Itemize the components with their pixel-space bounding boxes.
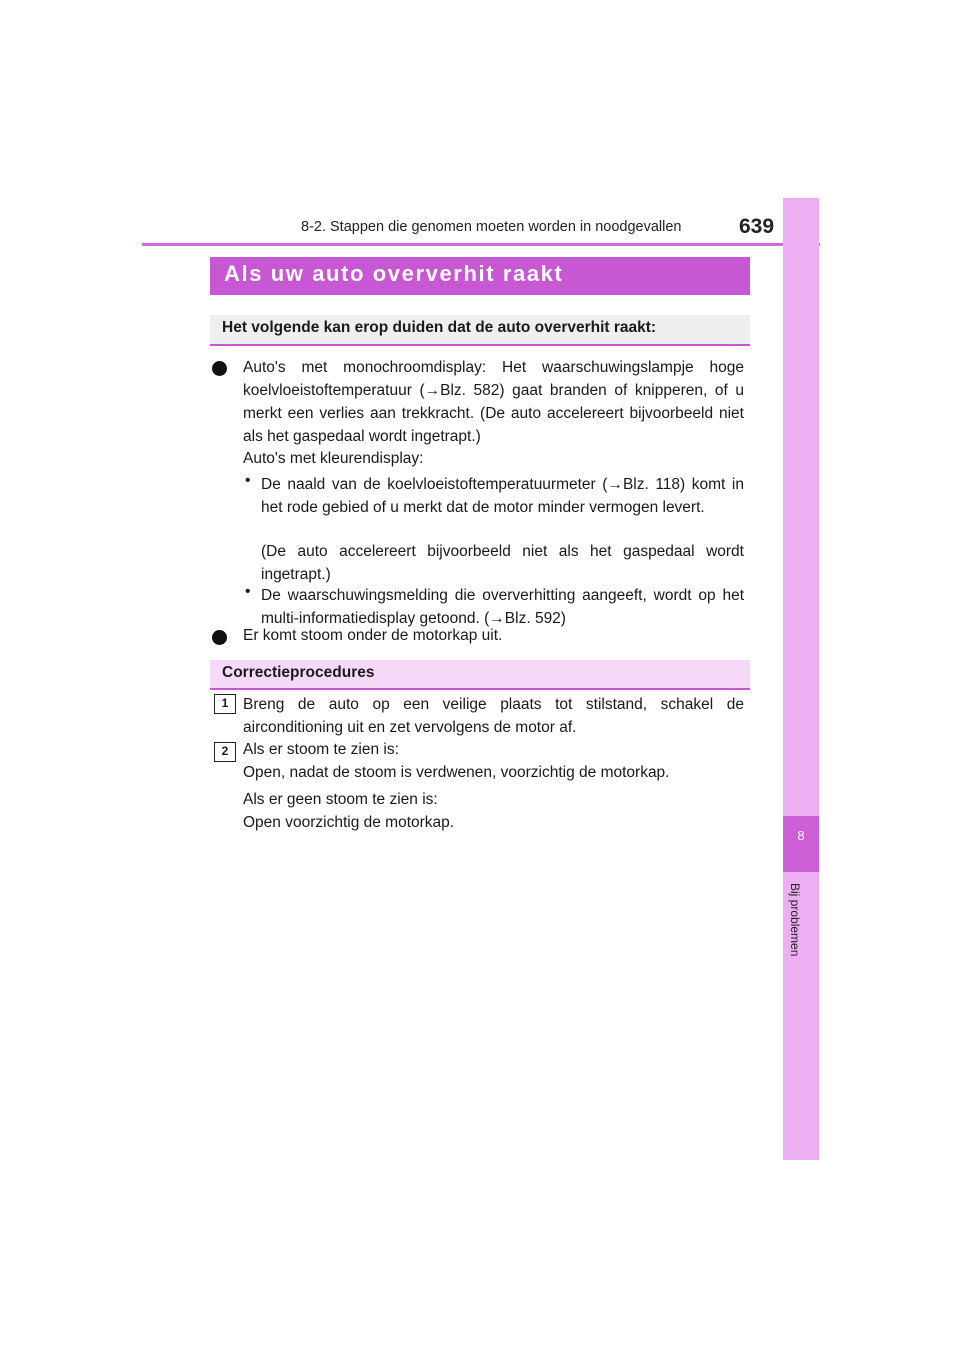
chapter-tab-marker <box>783 816 819 872</box>
bullet-monochrome-display: Auto's met monochroomdisplay: Het waarschuwingslampje hoge koelvloeistoftemperatuur (→Blz. 582) gaat branden of knipperen, of u merkt een verlies aan trekkracht. (De auto accelereert bijvoorbeeld niet als het gaspedaal wordt ingetrapt.) <box>243 359 744 445</box>
chapter-number: 8 <box>797 828 805 843</box>
color-display-label: Auto's met kleurendisplay: <box>243 450 424 467</box>
signs-heading: Het volgende kan erop duiden dat de auto oververhit raakt: <box>222 319 657 336</box>
step-2-number: 2 <box>214 742 236 762</box>
sub-bullet-gauge: De naald van de koelvloeistoftemperatuurmeter (→Blz. 118) komt in het rode gebied of u merkt dat de motor minder vermogen levert. <box>261 476 744 516</box>
section-title: Als uw auto oververhit raakt <box>224 261 564 286</box>
sub-bullet-icon: • <box>245 583 251 600</box>
step-1-text: Breng de auto op een veilige plaats tot stilstand, schakel de airconditioning uit en zet vervolgens de motor af. <box>243 696 744 736</box>
bullet-icon <box>212 361 227 376</box>
procedures-heading: Correctieprocedures <box>222 664 375 681</box>
step-2-no-steam: Als er geen stoom te zien is: <box>243 791 438 808</box>
step-2-steam-visible: Als er stoom te zien is: <box>243 741 399 758</box>
bullet-icon <box>212 630 227 645</box>
header-divider <box>142 243 820 246</box>
page-number: 639 <box>739 215 775 238</box>
step-2-no-steam-action: Open voorzichtig de motorkap. <box>243 814 455 831</box>
procedures-heading-bar <box>210 660 750 690</box>
bullet-steam: Er komt stoom onder de motorkap uit. <box>243 627 503 644</box>
running-header: 8-2. Stappen die genomen moeten worden in noodgevallen <box>301 219 682 235</box>
chapter-label: Bij problemen <box>788 883 802 957</box>
signs-heading-bar <box>210 315 750 346</box>
sub-bullet-gauge-note: (De auto accelereert bijvoorbeeld niet als het gaspedaal wordt ingetrapt.) <box>261 543 744 583</box>
step-2-steam-visible-action: Open, nadat de stoom is verdwenen, voorzichtig de motorkap. <box>243 764 670 781</box>
step-1-number: 1 <box>214 694 236 714</box>
section-title-bar <box>210 257 750 295</box>
chapter-tab-strip <box>783 198 819 1160</box>
sub-bullet-icon: • <box>245 472 251 489</box>
sub-bullet-warning-message: De waarschuwingsmelding die oververhitting aangeeft, wordt op het multi-informatiedisplay getoond. (→Blz. 592) <box>261 587 744 627</box>
